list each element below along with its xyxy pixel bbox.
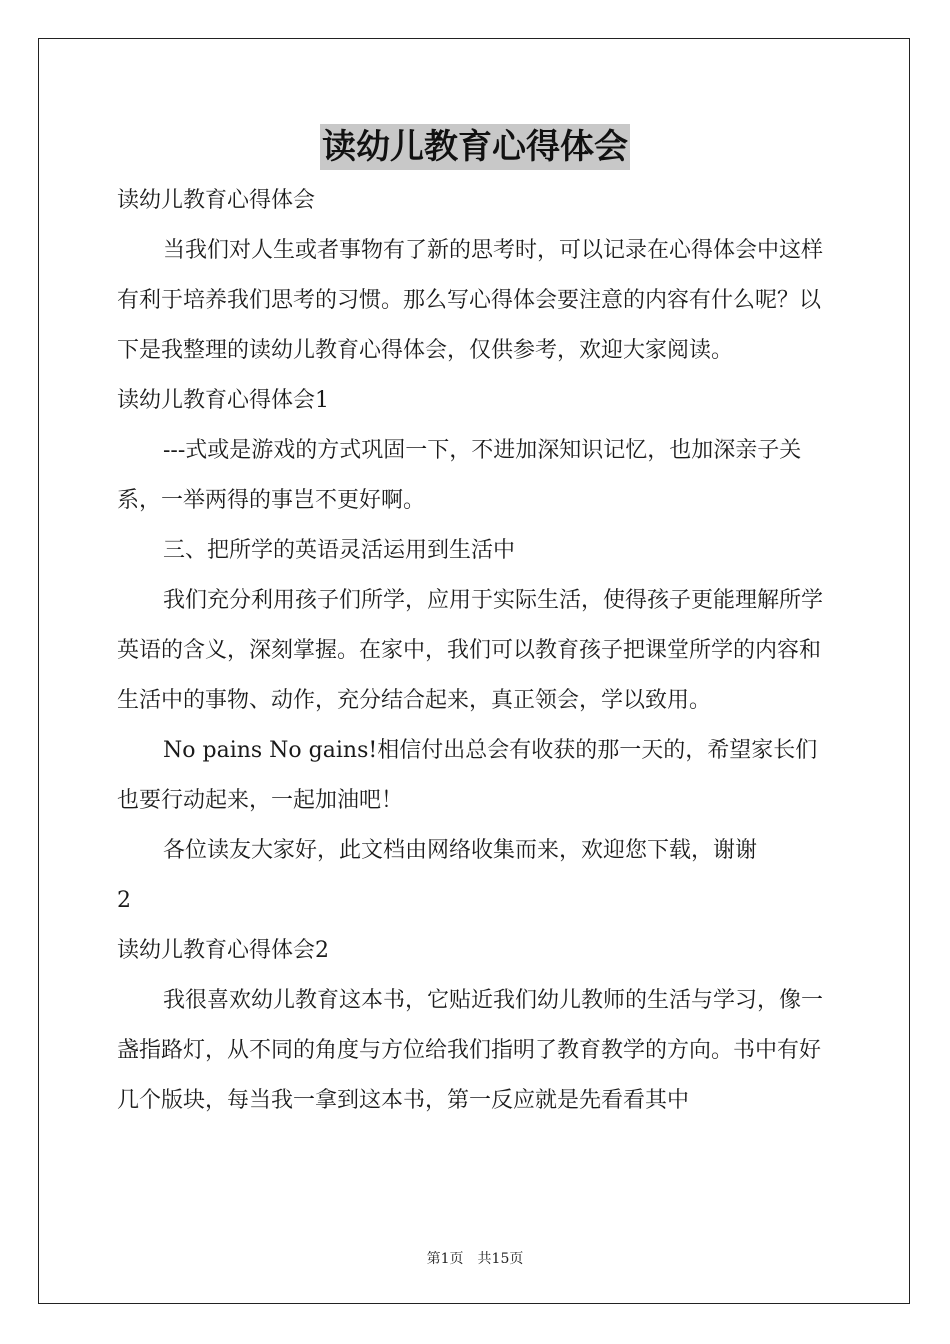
section-heading-2: 读幼儿教育心得体会2 [117,938,329,963]
body-paragraph: 我很喜欢幼儿教育这本书，它贴近我们幼儿教师的生活与学习，像一盏指路灯，从不同的角度与方位给我们指明了教育教学的方向。书中有好几个版块，每当我一拿到这本书，第一反应就是先看看其中 [117,988,824,1113]
document-title: 读幼儿教育心得体会 [320,124,630,170]
subtitle-paragraph: 读幼儿教育心得体会 [117,188,316,213]
document-body [117,176,837,1126]
body-paragraph: 各位读友大家好，此文档由网络收集而来，欢迎您下载，谢谢 [163,838,758,863]
inline-page-number: 2 [117,888,131,913]
intro-paragraph: 当我们对人生或者事物有了新的思考时，可以记录在心得体会中这样有利于培养我们思考的习惯。那么写心得体会要注意的内容有什么呢？以下是我整理的读幼儿教育心得体会，仅供参考，欢迎大家阅读。 [117,238,824,363]
page-footer [0,1248,950,1268]
body-paragraph: 我们充分利用孩子们所学，应用于实际生活，使得孩子更能理解所学英语的含义，深刻掌握。在家中，我们可以教育孩子把课堂所学的内容和生活中的事物、动作，充分结合起来，真正领会，学以致用。 [117,588,824,713]
body-paragraph: No pains No gains!相信付出总会有收获的那一天的，希望家长们也要行动起来，一起加油吧！ [117,738,818,813]
section-heading-1: 读幼儿教育心得体会1 [117,388,329,413]
body-paragraph: ---式或是游戏的方式巩固一下，不进加深知识记忆，也加深亲子关系，一举两得的事岂不更好啊。 [117,438,802,513]
body-paragraph: 三、把所学的英语灵活运用到生活中 [163,538,516,563]
total-pages-label: 共15页 [477,1251,524,1267]
title-container [0,124,950,170]
current-page-label: 第1页 [426,1251,464,1267]
